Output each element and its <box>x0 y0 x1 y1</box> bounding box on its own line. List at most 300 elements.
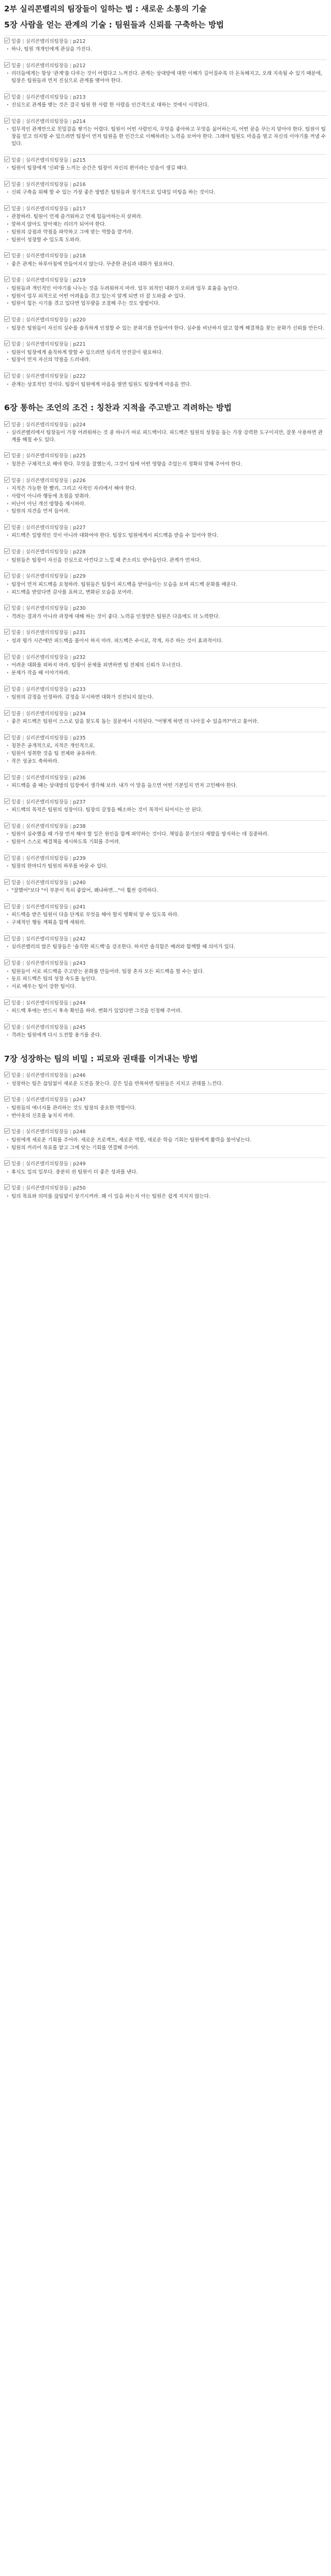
highlight-line: · 좋은 피드백은 팀원이 스스로 답을 찾도록 돕는 질문에서 시작된다. "어떻게 하면 더 나아질 수 있을까?"라고 물어라. <box>11 718 327 726</box>
book-name: 실리콘밸리의팀장들 <box>25 342 69 348</box>
book-name: 실리콘밸리의팀장들 <box>25 525 69 531</box>
highlight-line: · 관찰하라. 팀원이 언제 즐거워하고 언제 힘들어하는지 살펴라. <box>11 213 327 221</box>
page-number: p229 <box>73 574 86 580</box>
highlight-type: 밑줄 <box>11 823 21 829</box>
highlight-meta <box>4 524 327 531</box>
book-name: 실리콘밸리의팀장들 <box>25 422 69 428</box>
meta-separator: | <box>70 157 72 163</box>
checkmark-icon <box>4 798 10 804</box>
meta-separator: | <box>70 422 72 428</box>
highlight-entry <box>4 419 327 447</box>
highlight-entry <box>4 876 327 898</box>
page-number: p236 <box>73 775 86 781</box>
page-number: p217 <box>73 206 86 212</box>
highlight-line: · 하나, 팀원 개개인에게 관심을 가진다. <box>11 46 327 53</box>
checkmark-icon <box>4 62 10 68</box>
page-number: p218 <box>73 253 86 259</box>
highlight-line: · 동료 피드백은 팀의 성장 속도를 높인다. <box>11 976 327 983</box>
highlight-meta <box>4 548 327 555</box>
highlight-line: · 팀의 목표와 의미를 끊임없이 상기시켜라. 왜 이 일을 하는지 아는 팀원은 쉽게 지치지 않는다. <box>11 1193 327 1200</box>
highlights-page <box>0 0 331 1212</box>
book-name: 실리콘밸리의팀장들 <box>25 453 69 459</box>
chapter-title: 5장 사람을 얻는 관계의 기술 : 팀원들과 신뢰를 구축하는 방법 <box>4 20 224 29</box>
meta-separator: | <box>22 711 24 717</box>
highlight-meta <box>4 341 327 347</box>
highlight-entry <box>4 957 327 994</box>
page-number: p233 <box>73 686 86 692</box>
highlight-line: · 리더들에게는 항상 '관계'를 다루는 것이 어렵다고 느껴진다. 관계는 상대방에 대한 이해가 깊어질수록 더 돈독해지고, 오래 지속될 수 있기 때문에, 팀장은 팀원들과 먼저 진심으로 관계를 맺어야 한다. <box>11 70 327 85</box>
page-number: p243 <box>73 961 86 967</box>
meta-separator: | <box>22 453 24 459</box>
book-name: 실리콘밸리의팀장들 <box>25 1097 69 1103</box>
highlight-line: · 팀원들이 서로 피드백을 주고받는 문화를 만들어라. 팀장 혼자 모든 피드백을 할 수는 없다. <box>11 968 327 976</box>
page-number: p220 <box>73 317 86 323</box>
page-number: p212 <box>73 38 86 44</box>
book-name: 실리콘밸리의팀장들 <box>25 775 69 781</box>
checkmark-icon <box>4 734 10 740</box>
meta-separator: | <box>70 1000 72 1006</box>
highlight-meta <box>4 605 327 611</box>
highlight-line: · 지적은 가능한 한 빨리, 그리고 사적인 자리에서 해야 한다. <box>11 485 327 492</box>
meta-separator: | <box>70 1073 72 1079</box>
page-number: p245 <box>73 1025 86 1031</box>
checkmark-icon <box>4 316 10 322</box>
highlight-lines <box>4 912 327 927</box>
highlight-meta <box>4 1128 327 1135</box>
page-number: p240 <box>73 880 86 886</box>
checkmark-icon <box>4 686 10 691</box>
book-name: 실리콘밸리의팀장들 <box>25 686 69 692</box>
meta-separator: | <box>22 181 24 188</box>
checkmark-icon <box>4 774 10 780</box>
highlight-lines <box>4 381 327 389</box>
highlight-meta <box>4 1096 327 1103</box>
chapter-list <box>4 20 327 1204</box>
highlight-line: · 격려는 팀원에게 다시 도전할 용기를 준다. <box>11 1032 327 1039</box>
book-name: 실리콘밸리의팀장들 <box>25 904 69 911</box>
highlight-type: 밑줄 <box>11 277 21 284</box>
highlight-entry <box>4 546 327 567</box>
highlight-meta <box>4 421 327 428</box>
highlight-type: 밑줄 <box>11 453 21 459</box>
highlight-lines <box>4 581 327 596</box>
highlight-meta <box>4 686 327 692</box>
highlight-type: 밑줄 <box>11 855 21 861</box>
highlight-lines <box>4 532 327 539</box>
highlight-lines <box>4 102 327 109</box>
highlight-line: · 팀원이 업무 외적으로 어떤 어려움을 겪고 있는지 알게 되면 더 잘 도와줄 수 있다. <box>11 293 327 300</box>
book-name: 실리콘밸리의팀장들 <box>25 118 69 125</box>
checkmark-icon <box>4 1072 10 1077</box>
highlight-line: · 팀원이 팀장에게 '신뢰'를 느끼는 순간은 팀장이 자신의 편이라는 믿음이 생길 때다. <box>11 165 327 172</box>
highlight-line: · 실리콘밸리의 많은 팀장들은 '솔직한 피드백'을 강조한다. 하지만 솔직함은 배려와 함께할 때 의미가 있다. <box>11 944 327 951</box>
highlight-entry <box>4 59 327 88</box>
highlight-lines <box>4 718 327 726</box>
book-name: 실리콘밸리의팀장들 <box>25 1161 69 1167</box>
meta-separator: | <box>70 342 72 348</box>
book-name: 실리콘밸리의팀장들 <box>25 606 69 612</box>
highlight-line: · 관계는 상호적인 것이다. 팀장이 팀원에게 마음을 열면 팀원도 팀장에게 마음을 연다. <box>11 381 327 389</box>
book-name: 실리콘밸리의팀장들 <box>25 654 69 660</box>
page-number: p250 <box>73 1185 86 1192</box>
highlight-line: · 팀장의 한마디가 팀원의 하루를 바꿀 수 있다. <box>11 863 327 870</box>
meta-separator: | <box>22 94 24 100</box>
highlight-entry <box>4 933 327 954</box>
highlight-meta <box>4 205 327 212</box>
meta-separator: | <box>22 936 24 943</box>
meta-separator: | <box>22 961 24 967</box>
page-number: p219 <box>73 277 86 284</box>
highlight-lines <box>4 189 327 196</box>
page-number: p232 <box>73 654 86 660</box>
meta-separator: | <box>22 477 24 484</box>
highlight-line: · 서로 배우는 팀이 강한 팀이다. <box>11 983 327 991</box>
checkmark-icon <box>4 573 10 578</box>
highlight-line: · 팀원에게 새로운 기회를 주어라. 새로운 프로젝트, 새로운 역할, 새로운 학습 기회는 팀원에게 활력을 불어넣는다. <box>11 1137 327 1144</box>
highlight-entry <box>4 450 327 471</box>
page-number: p222 <box>73 374 86 380</box>
highlight-entry <box>4 683 327 704</box>
highlight-entry <box>4 370 327 391</box>
highlight-line: · 팀원의 강점과 약점을 파악하고 그에 맞는 역할을 맡겨라. <box>11 229 327 236</box>
highlight-lines <box>4 1081 327 1088</box>
highlight-line: · 팀장이 먼저 자신의 약점을 드러내라. <box>11 357 327 364</box>
highlight-meta <box>4 629 327 636</box>
book-name: 실리콘밸리의팀장들 <box>25 1129 69 1135</box>
highlight-entry <box>4 1093 327 1122</box>
highlight-type: 밑줄 <box>11 799 21 805</box>
highlight-meta <box>4 654 327 660</box>
highlight-type: 밑줄 <box>11 654 21 660</box>
highlight-line: · 팀원의 의견을 먼저 들어라. <box>11 508 327 515</box>
highlight-meta <box>4 1072 327 1078</box>
highlight-entry <box>4 250 327 271</box>
page-number: p226 <box>73 477 86 484</box>
highlight-lines <box>4 1137 327 1152</box>
highlight-entry <box>4 570 327 599</box>
highlight-meta <box>4 181 327 188</box>
book-name: 실리콘밸리의팀장들 <box>25 317 69 323</box>
highlight-entry <box>4 203 327 246</box>
meta-separator: | <box>22 277 24 284</box>
book-name: 실리콘밸리의팀장들 <box>25 206 69 212</box>
page-number: p225 <box>73 453 86 459</box>
highlight-line: · 신뢰 구축을 위해 할 수 있는 가장 좋은 방법은 팀원들과 정기적으로 일대일 미팅을 하는 것이다. <box>11 189 327 196</box>
highlight-line: · 사람이 아니라 행동에 초점을 맞춰라. <box>11 493 327 500</box>
meta-separator: | <box>70 961 72 967</box>
highlight-type: 밑줄 <box>11 735 21 741</box>
checkmark-icon <box>4 1160 10 1166</box>
meta-separator: | <box>70 1161 72 1167</box>
meta-separator: | <box>70 799 72 805</box>
highlight-entry <box>4 796 327 817</box>
page-number: p246 <box>73 1073 86 1079</box>
highlight-line: · 팀원이 성장할 수 있도록 도와라. <box>11 237 327 244</box>
book-name: 실리콘밸리의팀장들 <box>25 961 69 967</box>
highlight-line: · 피드백을 받았다면 감사를 표하고, 변화된 모습을 보여라. <box>11 589 327 596</box>
highlight-line: · 팀원이 힘든 시기를 겪고 있다면 업무량을 조절해 주는 것도 방법이다. <box>11 300 327 307</box>
highlight-lines <box>4 1193 327 1200</box>
meta-separator: | <box>22 206 24 212</box>
highlight-meta <box>4 373 327 379</box>
highlight-type: 밑줄 <box>11 342 21 348</box>
highlight-type: 밑줄 <box>11 711 21 717</box>
highlight-meta <box>4 798 327 805</box>
highlight-meta <box>4 935 327 942</box>
highlight-entry <box>4 901 327 930</box>
highlight-line: · 칭찬은 구체적으로 해야 한다. 무엇을 잘했는지, 그것이 팀에 어떤 영향을 주었는지 정확히 말해 주어야 한다. <box>11 461 327 468</box>
highlight-lines <box>4 349 327 364</box>
meta-separator: | <box>22 63 24 69</box>
highlight-type: 밑줄 <box>11 525 21 531</box>
highlight-meta <box>4 903 327 910</box>
highlight-lines <box>4 285 327 307</box>
highlight-entry <box>4 274 327 311</box>
meta-separator: | <box>70 94 72 100</box>
highlight-entry <box>4 314 327 335</box>
highlight-meta <box>4 276 327 283</box>
page-number: p227 <box>73 525 86 531</box>
highlight-lines <box>4 613 327 621</box>
meta-separator: | <box>22 606 24 612</box>
checkmark-icon <box>4 855 10 860</box>
meta-separator: | <box>22 38 24 44</box>
meta-separator: | <box>70 253 72 259</box>
checkmark-icon <box>4 1128 10 1134</box>
highlight-type: 밑줄 <box>11 880 21 886</box>
meta-separator: | <box>22 1000 24 1006</box>
highlight-lines <box>4 46 327 53</box>
highlight-line: · 피드백을 줄 때는 상대방의 입장에서 생각해 보라. 내가 이 말을 들으면 어떤 기분일지 먼저 고민해야 한다. <box>11 782 327 790</box>
highlight-type: 밑줄 <box>11 1129 21 1135</box>
meta-separator: | <box>22 775 24 781</box>
highlight-lines <box>4 863 327 870</box>
meta-separator: | <box>70 904 72 911</box>
highlight-type: 밑줄 <box>11 936 21 943</box>
book-name: 실리콘밸리의팀장들 <box>25 374 69 380</box>
highlight-meta <box>4 734 327 741</box>
highlight-line: · 문제가 작을 때 이야기하라. <box>11 670 327 677</box>
highlight-line: · 말하지 않아도 알아채는 리더가 되어야 한다. <box>11 221 327 228</box>
page-number: p215 <box>73 157 86 163</box>
highlight-lines <box>4 694 327 701</box>
book-name: 실리콘밸리의팀장들 <box>25 1025 69 1031</box>
highlight-type: 밑줄 <box>11 904 21 911</box>
meta-separator: | <box>22 118 24 125</box>
meta-separator: | <box>22 1161 24 1167</box>
checkmark-icon <box>4 1096 10 1102</box>
meta-separator: | <box>70 735 72 741</box>
highlight-lines <box>4 831 327 846</box>
highlight-meta <box>4 316 327 323</box>
book-name: 실리콘밸리의팀장들 <box>25 799 69 805</box>
highlight-type: 밑줄 <box>11 1073 21 1079</box>
highlight-lines <box>4 70 327 85</box>
highlight-meta <box>4 452 327 459</box>
meta-separator: | <box>22 1185 24 1192</box>
checkmark-icon <box>4 605 10 610</box>
highlight-entry <box>4 772 327 793</box>
meta-separator: | <box>22 1129 24 1135</box>
checkmark-icon <box>4 341 10 346</box>
highlight-meta <box>4 999 327 1006</box>
page-number: p249 <box>73 1161 86 1167</box>
book-name: 실리콘밸리의팀장들 <box>25 823 69 829</box>
highlight-meta <box>4 477 327 484</box>
page-number: p239 <box>73 855 86 861</box>
meta-separator: | <box>70 855 72 861</box>
checkmark-icon <box>4 181 10 187</box>
highlight-line: · 업무적인 관계만으로 친밀감을 쌓기는 어렵다. 팀원이 어떤 사람인지, 무엇을 좋아하고 무엇을 싫어하는지, 어떤 꿈을 꾸는지 알아야 한다. 팀원이 팀장을 믿고 의지할 수 있으려면 팀장이 먼저 팀원을 한 인간으로 이해하려는 노력을 보여야 한다. 그래야 팀원도 마음을 열고 자신의 이야기를 꺼낼 수 있다. <box>11 126 327 147</box>
book-name: 실리콘밸리의팀장들 <box>25 855 69 861</box>
highlight-type: 밑줄 <box>11 38 21 44</box>
highlight-lines <box>4 165 327 172</box>
highlight-entry <box>4 1021 327 1042</box>
checkmark-icon <box>4 710 10 716</box>
meta-separator: | <box>70 880 72 886</box>
highlight-lines <box>4 887 327 894</box>
highlight-entry <box>4 474 327 518</box>
highlight-type: 밑줄 <box>11 94 21 100</box>
checkmark-icon <box>4 118 10 124</box>
book-name: 실리콘밸리의팀장들 <box>25 277 69 284</box>
highlight-meta <box>4 960 327 966</box>
highlight-lines <box>4 213 327 243</box>
highlight-line: · 구체적인 행동 계획을 함께 세워라. <box>11 919 327 927</box>
highlight-entry <box>4 651 327 680</box>
highlight-type: 밑줄 <box>11 206 21 212</box>
highlight-meta <box>4 710 327 717</box>
highlight-line: · 휴식도 일의 일부다. 충분히 쉰 팀원이 더 좋은 성과를 낸다. <box>11 1169 327 1176</box>
highlight-entry <box>4 1069 327 1090</box>
highlight-type: 밑줄 <box>11 1097 21 1103</box>
highlight-type: 밑줄 <box>11 1000 21 1006</box>
checkmark-icon <box>4 1184 10 1190</box>
meta-separator: | <box>22 1097 24 1103</box>
checkmark-icon <box>4 38 10 43</box>
checkmark-icon <box>4 252 10 258</box>
checkmark-icon <box>4 477 10 483</box>
meta-separator: | <box>70 1185 72 1192</box>
page-number: p235 <box>73 735 86 741</box>
highlight-lines <box>4 325 327 332</box>
highlight-type: 밑줄 <box>11 63 21 69</box>
meta-separator: | <box>70 574 72 580</box>
meta-separator: | <box>70 711 72 717</box>
highlight-meta <box>4 879 327 886</box>
meta-separator: | <box>70 1025 72 1031</box>
highlight-line: · 진심으로 관계를 맺는 것은 결국 팀원 한 사람 한 사람을 인간적으로 대하는 것에서 시작된다. <box>11 102 327 109</box>
checkmark-icon <box>4 157 10 162</box>
highlight-lines <box>4 968 327 991</box>
highlight-lines <box>4 429 327 444</box>
highlight-lines <box>4 461 327 468</box>
meta-separator: | <box>22 904 24 911</box>
meta-separator: | <box>22 525 24 531</box>
book-name: 실리콘밸리의팀장들 <box>25 94 69 100</box>
meta-separator: | <box>70 823 72 829</box>
highlight-lines <box>4 1105 327 1120</box>
highlight-entry <box>4 1158 327 1179</box>
page-number: p214 <box>73 118 86 125</box>
checkmark-icon <box>4 94 10 99</box>
highlight-entry <box>4 338 327 367</box>
highlight-lines <box>4 126 327 147</box>
book-name: 실리콘밸리의팀장들 <box>25 1185 69 1192</box>
meta-separator: | <box>22 342 24 348</box>
meta-separator: | <box>70 181 72 188</box>
meta-separator: | <box>70 775 72 781</box>
highlight-entry <box>4 626 327 647</box>
meta-separator: | <box>22 422 24 428</box>
meta-separator: | <box>22 823 24 829</box>
highlight-lines <box>4 1169 327 1176</box>
meta-separator: | <box>70 118 72 125</box>
highlight-entry <box>4 115 327 151</box>
highlight-meta <box>4 252 327 259</box>
meta-separator: | <box>22 855 24 861</box>
book-name: 실리콘밸리의팀장들 <box>25 181 69 188</box>
checkmark-icon <box>4 999 10 1005</box>
meta-separator: | <box>70 453 72 459</box>
highlight-entry <box>4 521 327 543</box>
highlight-type: 밑줄 <box>11 477 21 484</box>
book-name: 실리콘밸리의팀장들 <box>25 38 69 44</box>
checkmark-icon <box>4 373 10 378</box>
meta-separator: | <box>22 654 24 660</box>
highlight-lines <box>4 638 327 645</box>
highlight-lines <box>4 1032 327 1039</box>
highlight-meta <box>4 823 327 829</box>
highlight-line: · 팀원의 커리어 목표를 알고 그에 맞는 기회를 연결해 주어라. <box>11 1145 327 1152</box>
highlight-line: · 어려운 대화를 피하지 마라. 팀장이 문제를 외면하면 팀 전체의 신뢰가 무너진다. <box>11 662 327 669</box>
meta-separator: | <box>70 549 72 556</box>
highlight-line: · 팀원들의 에너지를 관리하는 것도 팀장의 중요한 역할이다. <box>11 1105 327 1112</box>
highlight-meta <box>4 157 327 163</box>
page-number: p228 <box>73 549 86 556</box>
highlight-line: · 피드백 후에는 반드시 후속 확인을 하라. 변화가 있었다면 그것을 인정해 주어라. <box>11 1008 327 1015</box>
highlight-line: · 팀원이 성취한 것을 팀 전체와 공유하라. <box>11 750 327 758</box>
highlight-line: · 실리콘밸리에서 팀장들이 가장 어려워하는 것 중 하나가 바로 피드백이다. 피드백은 팀원의 성장을 돕는 가장 강력한 도구이지만, 잘못 사용하면 관계를 해칠 수도 있다. <box>11 429 327 444</box>
highlight-entry <box>4 602 327 623</box>
book-name: 실리콘밸리의팀장들 <box>25 477 69 484</box>
meta-separator: | <box>70 654 72 660</box>
book-name: 실리콘밸리의팀장들 <box>25 880 69 886</box>
page-number: p247 <box>73 1097 86 1103</box>
page-number: p216 <box>73 181 86 188</box>
checkmark-icon <box>4 276 10 282</box>
highlight-lines <box>4 557 327 564</box>
highlight-type: 밑줄 <box>11 630 21 636</box>
page-number: p234 <box>73 711 86 717</box>
highlight-type: 밑줄 <box>11 574 21 580</box>
highlight-type: 밑줄 <box>11 686 21 692</box>
page-number: p213 <box>73 94 86 100</box>
highlight-line: · 격려는 결과가 아니라 과정에 대해 하는 것이 좋다. 노력을 인정받은 팀원은 다음에도 더 노력한다. <box>11 613 327 621</box>
meta-separator: | <box>22 157 24 163</box>
meta-separator: | <box>22 1073 24 1079</box>
highlight-entry <box>4 1182 327 1203</box>
highlight-meta <box>4 573 327 579</box>
highlight-meta <box>4 855 327 861</box>
highlight-line: · 팀장이 먼저 피드백을 요청하라. 팀원들은 팀장이 피드백을 받아들이는 모습을 보며 피드백 문화를 배운다. <box>11 581 327 589</box>
highlight-lines <box>4 807 327 814</box>
highlight-type: 밑줄 <box>11 549 21 556</box>
highlight-meta <box>4 1024 327 1030</box>
highlight-entry <box>4 732 327 768</box>
meta-separator: | <box>70 374 72 380</box>
highlight-type: 밑줄 <box>11 253 21 259</box>
